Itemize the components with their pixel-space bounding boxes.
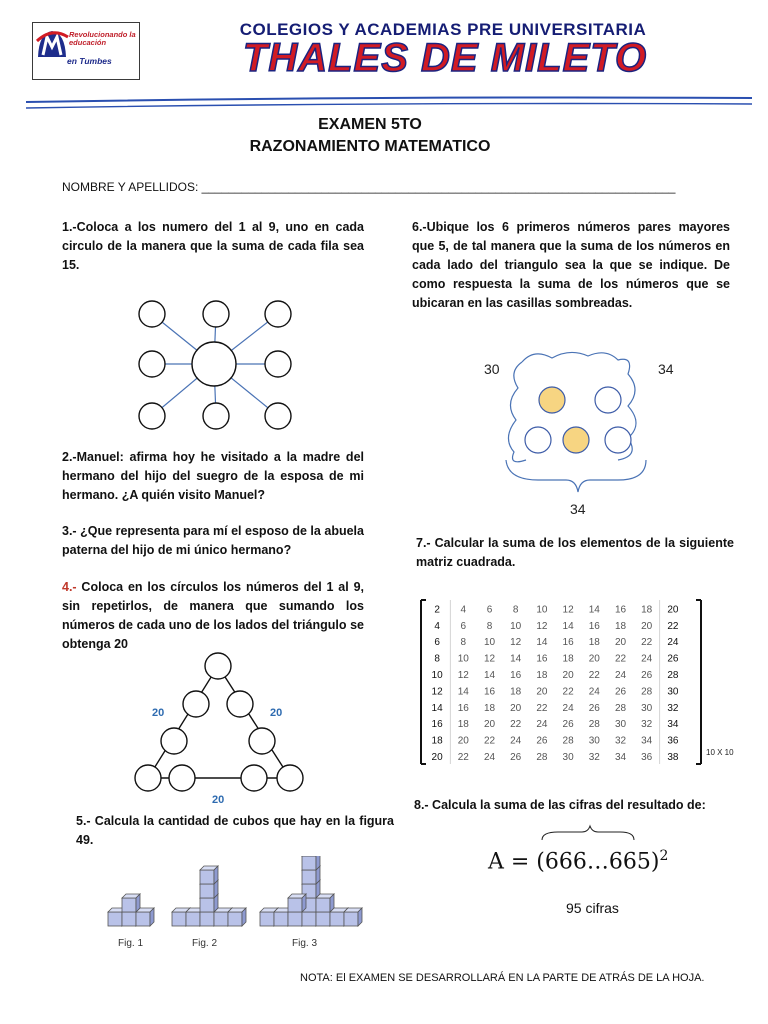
matrix-cell: 26: [588, 702, 600, 714]
matrix-cell: 16: [562, 637, 574, 649]
school-logo: [32, 22, 140, 80]
matrix-cell: 18: [483, 702, 496, 714]
matrix-cell: 24: [510, 735, 522, 747]
matrix-cell: 10: [483, 637, 496, 649]
matrix-cell: 22: [667, 620, 679, 632]
matrix-cell: 30: [588, 735, 600, 747]
matrix-cell: 24: [536, 719, 548, 731]
exam-title: EXAMEN 5TO: [318, 116, 422, 133]
figure-2-label: Fig. 2: [192, 938, 218, 949]
matrix-cell: 20: [641, 620, 653, 632]
matrix-cell: 16: [614, 604, 627, 616]
matrix-cell: 22: [510, 719, 522, 731]
matrix-cell: 32: [667, 702, 679, 714]
school-name: THALES DE MILETO: [242, 36, 648, 80]
matrix-cell: 22: [457, 752, 469, 763]
matrix-cell: 28: [614, 702, 627, 714]
matrix-cell: 10: [510, 620, 522, 632]
matrix-cell: 20: [536, 686, 548, 698]
matrix-cell: 24: [614, 670, 627, 681]
matrix-cell: 26: [536, 735, 548, 747]
matrix-cell: 14: [510, 653, 522, 665]
matrix-cell: 20: [510, 702, 522, 714]
formula: A = (666…665)$^2$: [488, 848, 669, 875]
matrix-cell: 14: [457, 686, 469, 698]
figure-1-label: Fig. 1: [118, 938, 144, 949]
school-title: COLEGIOS Y ACADEMIAS PRE UNIVERSITARIA: [239, 20, 647, 39]
matrix-cell: 10: [457, 653, 469, 665]
matrix-cell: 16: [510, 670, 522, 681]
logo-tagline: Revolucionando la educación: [69, 30, 136, 47]
matrix-cell: 26: [510, 752, 522, 763]
matrix-table: [418, 598, 704, 766]
matrix-cell: 14: [431, 702, 443, 714]
matrix-cell: 36: [641, 752, 653, 763]
matrix-cell: 6: [460, 620, 467, 632]
matrix-cell: 30: [562, 752, 574, 763]
matrix-cell: 12: [510, 637, 522, 649]
matrix-cell: 14: [536, 637, 548, 649]
matrix-cell: 34: [641, 735, 653, 747]
matrix-cell: 26: [614, 686, 627, 698]
matrix-cell: 32: [641, 719, 653, 731]
figure-3-cubes: [260, 856, 362, 926]
matrix-cell: 18: [431, 735, 443, 747]
matrix-cell: 24: [562, 702, 574, 714]
matrix-cell: 20: [431, 752, 443, 763]
matrix-cell: 14: [562, 620, 574, 632]
question-6: 6.-Ubique los 6 primeros números pares mayores que 5, de tal manera que la suma de los números en cada lado del triangulo sea la que se indique. De como respuesta la suma de los números que se ubicaran en las casillas sombreadas.: [412, 220, 730, 310]
matrix-cell: 30: [614, 719, 627, 731]
matrix-cell: 22: [641, 637, 653, 649]
formula-brace: [538, 824, 638, 844]
matrix-cell: 20: [667, 604, 679, 616]
footer-note: NOTA: El EXAMEN SE DESARROLLARÁ EN LA PARTE DE ATRÁS DE LA HOJA.: [300, 972, 705, 984]
matrix-cell: 16: [588, 620, 600, 632]
matrix-cell: 20: [588, 653, 600, 665]
matrix-cell: 18: [614, 620, 627, 632]
matrix-cell: 10: [536, 604, 548, 616]
matrix-cell: 20: [483, 719, 496, 731]
question-4: 4.- Coloca en los círculos los números del 1 al 9, sin repetirlos, de manera que sumando los números de cada uno de los lados del triángulo se obtenga 20: [62, 580, 364, 651]
matrix-cell: 36: [667, 735, 679, 747]
matrix-cell: 32: [588, 752, 600, 763]
exam-subject: RAZONAMIENTO MATEMATICO: [249, 138, 491, 155]
logo-place: en Tumbes: [67, 56, 112, 66]
matrix-cell: 34: [614, 752, 627, 763]
matrix-cell: 26: [641, 670, 653, 681]
bubble-bottom-label: 34: [570, 501, 586, 517]
matrix-cell: 30: [667, 686, 679, 698]
matrix-cell: 28: [667, 670, 679, 681]
matrix-cell: 18: [536, 670, 548, 681]
matrix-cell: 14: [588, 604, 600, 616]
matrix-cell: 2: [434, 604, 440, 616]
matrix-cell: 20: [457, 735, 469, 747]
matrix-cell: 28: [562, 735, 574, 747]
matrix-cell: 18: [457, 719, 469, 731]
matrix-cell: 22: [614, 653, 627, 665]
triangle-left-label: 20: [152, 707, 165, 719]
matrix-cell: 4: [460, 604, 467, 616]
bubble-triangle-diagram: [478, 348, 690, 524]
matrix-cell: 14: [483, 670, 496, 681]
matrix-cell: 10: [431, 670, 443, 681]
question-3: 3.- ¿Que representa para mí el esposo de la abuela paterna del hijo de mi único hermano?: [62, 524, 364, 557]
matrix-cell: 18: [510, 686, 522, 698]
matrix-cell: 4: [434, 620, 440, 632]
matrix-cell: 22: [588, 670, 600, 681]
matrix-cell: 12: [483, 653, 496, 665]
question-5: 5.- Calcula la cantidad de cubos que hay en la figura 49.: [76, 814, 394, 847]
matrix-cell: 22: [562, 686, 574, 698]
name-field-label: NOMBRE Y APELLIDOS: _______________________________________________________________________: [62, 180, 676, 194]
question-1: 1.-Coloca a los numero del 1 al 9, uno en cada circulo de la manera que la suma de cada fila sea 15.: [62, 220, 364, 272]
matrix-cell: 32: [614, 735, 627, 747]
question-8: 8.- Calcula la suma de las cifras del resultado de:: [414, 798, 706, 812]
matrix-cell: 30: [641, 702, 653, 714]
matrix-cell: 12: [457, 670, 469, 681]
matrix-cell: 22: [536, 702, 548, 714]
matrix-cell: 20: [562, 670, 574, 681]
matrix-cell: 38: [667, 752, 679, 763]
cube-figures: [104, 856, 394, 954]
matrix-cell: 24: [667, 637, 679, 649]
matrix-cell: 26: [562, 719, 574, 731]
bubble-right-label: 34: [658, 361, 674, 377]
matrix-cell: 16: [483, 686, 496, 698]
matrix-size-label: 10 X 10: [706, 748, 734, 757]
matrix-cell: 16: [457, 702, 469, 714]
matrix-cell: 20: [614, 637, 627, 649]
formula-caption: 95 cifras: [566, 900, 619, 916]
matrix-cell: 24: [588, 686, 600, 698]
question-7: 7.- Calcular la suma de los elementos de la siguiente matriz cuadrada.: [416, 536, 734, 569]
matrix-cell: 18: [641, 604, 653, 616]
logo-emblem-icon: [35, 27, 69, 61]
matrix-cell: 22: [483, 735, 496, 747]
matrix-cell: 16: [431, 719, 443, 731]
matrix-cell: 28: [588, 719, 600, 731]
bubble-left-label: 30: [484, 361, 500, 377]
figure-2-cubes: [172, 866, 246, 926]
matrix-grid: [418, 598, 704, 766]
triangle-bottom-label: 20: [212, 794, 225, 806]
star-circles-diagram: [130, 296, 300, 436]
matrix-cell: 8: [512, 604, 519, 616]
matrix-cell: 26: [667, 653, 679, 665]
triangle-right-label: 20: [270, 707, 283, 719]
question-2: 2.-Manuel: afirma hoy he visitado a la madre del hermano del hijo del suegro de la esposa de mi hermano. ¿A quién visito Manuel?: [62, 450, 364, 502]
matrix-cell: 6: [486, 604, 493, 616]
matrix-cell: 8: [486, 620, 493, 632]
triangle-circles-diagram: [130, 648, 310, 808]
matrix-cell: 12: [562, 604, 574, 616]
matrix-cell: 6: [434, 637, 440, 649]
matrix-cell: 8: [460, 637, 467, 649]
matrix-cell: 18: [588, 637, 600, 649]
matrix-cell: 8: [434, 653, 440, 665]
header-divider: [26, 94, 754, 114]
matrix-cell: 28: [641, 686, 653, 698]
matrix-cell: 28: [536, 752, 548, 763]
matrix-cell: 24: [483, 752, 496, 763]
figure-3-label: Fig. 3: [292, 938, 318, 949]
figure-1-cubes: [108, 894, 154, 926]
matrix-cell: 18: [562, 653, 574, 665]
matrix-cell: 16: [536, 653, 548, 665]
matrix-cell: 12: [431, 686, 443, 698]
matrix-cell: 12: [536, 620, 548, 632]
matrix-cell: 34: [667, 719, 679, 731]
matrix-cell: 24: [641, 653, 653, 665]
